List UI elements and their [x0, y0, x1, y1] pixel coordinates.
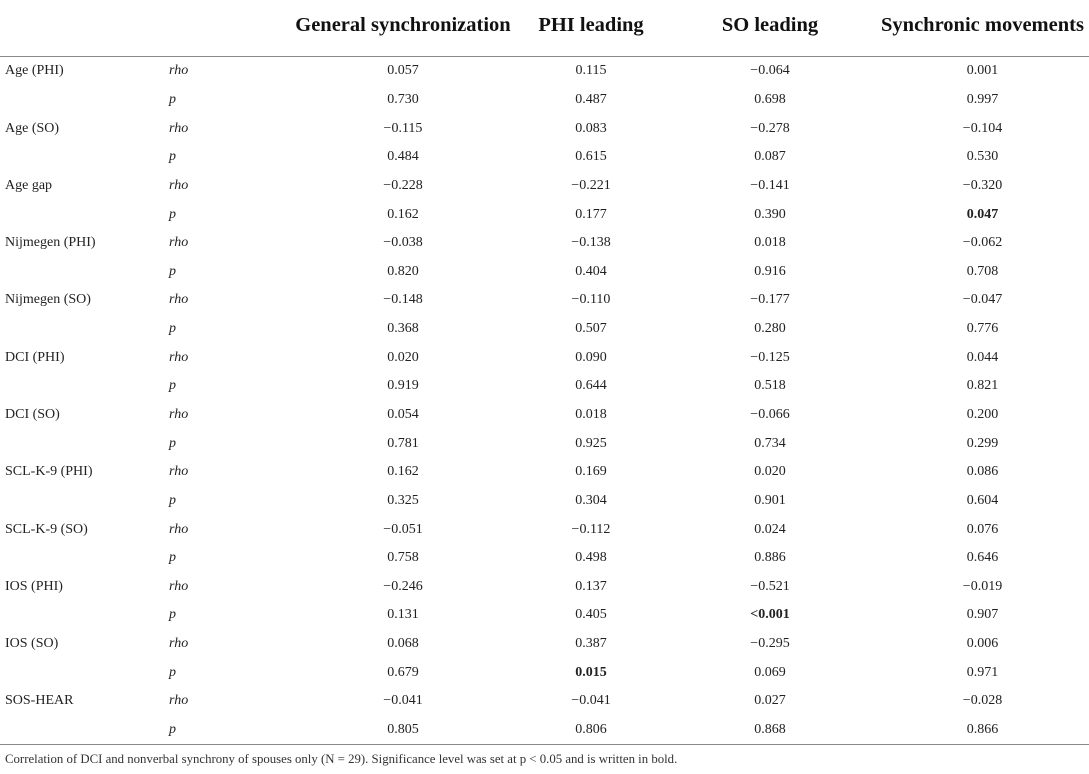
table-caption: Correlation of DCI and nonverbal synchrony of spouses only (N = 29). Significance level was set at p < 0.05 and is written in bold. — [5, 752, 678, 766]
row-statistic: p — [169, 321, 176, 337]
cell-value: 0.806 — [518, 716, 664, 745]
table-row — [0, 658, 1089, 687]
cell-value: 0.484 — [387, 149, 419, 165]
cell-value: 0.299 — [966, 435, 999, 451]
cell-value: 0.368 — [387, 321, 419, 337]
cell-value: −0.112 — [571, 521, 611, 537]
cell-value: 0.866 — [876, 716, 1089, 745]
row-variable — [0, 200, 168, 229]
cell-value: −0.521 — [750, 578, 790, 594]
table-row — [0, 573, 1089, 602]
row-statistic: rho — [169, 177, 189, 193]
cell-value: 0.821 — [966, 378, 999, 394]
table-row — [0, 114, 1089, 143]
row-statistic: p — [169, 149, 176, 165]
cell-value: 0.177 — [575, 206, 607, 222]
cell-value: 0.907 — [966, 607, 999, 623]
row-statistic: rho — [169, 578, 189, 594]
cell-value: 0.971 — [966, 664, 999, 680]
table-row — [0, 544, 1089, 573]
row-variable: Age gap — [5, 177, 53, 193]
row-statistic: rho — [169, 120, 189, 136]
table-row — [0, 172, 1089, 201]
cell-value: 0.001 — [966, 63, 999, 79]
cell-value: −0.148 — [383, 292, 423, 308]
cell-value: 0.758 — [387, 550, 419, 566]
row-variable: DCI (PHI) — [5, 349, 65, 365]
cell-value: 0.734 — [754, 435, 786, 451]
cell-value: 0.615 — [575, 149, 607, 165]
cell-value: −0.246 — [383, 578, 423, 594]
row-variable: DCI (SO) — [5, 407, 60, 422]
table-body — [0, 57, 1089, 745]
cell-value: 0.776 — [966, 321, 999, 337]
cell-value: 0.405 — [575, 607, 607, 623]
cell-value: 0.518 — [754, 378, 786, 394]
row-statistic: rho — [169, 636, 189, 652]
cell-value: 0.805 — [288, 716, 518, 745]
row-statistic: rho — [169, 464, 189, 480]
cell-value: −0.141 — [750, 177, 790, 193]
table-row — [0, 687, 1089, 716]
cell-value: −0.221 — [571, 177, 611, 193]
cell-value: −0.041 — [383, 693, 423, 709]
cell-value: 0.487 — [575, 91, 607, 107]
header-so-leading: SO leading — [664, 0, 876, 57]
table-row — [0, 630, 1089, 659]
cell-value: 0.901 — [754, 492, 786, 508]
row-statistic: rho — [169, 693, 189, 709]
cell-value: 0.090 — [575, 349, 607, 365]
row-statistic: rho — [169, 349, 189, 365]
cell-value: 0.057 — [387, 63, 419, 79]
cell-value: 0.604 — [966, 492, 999, 508]
table-row — [0, 401, 1089, 430]
cell-value: 0.530 — [966, 149, 999, 165]
cell-value: 0.069 — [754, 664, 786, 680]
cell-value: 0.047 — [966, 206, 999, 222]
row-variable: SOS-HEAR — [5, 693, 74, 709]
row-variable: SCL-K-9 (SO) — [5, 521, 88, 537]
cell-value: −0.125 — [750, 349, 790, 365]
cell-value: 0.280 — [754, 321, 786, 337]
cell-value: 0.068 — [387, 636, 419, 652]
row-statistic: rho — [169, 407, 189, 422]
row-variable — [0, 601, 168, 630]
cell-value: −0.028 — [962, 693, 1003, 709]
cell-value: −0.047 — [962, 292, 1003, 308]
row-variable: IOS (SO) — [5, 636, 59, 652]
cell-value: 0.387 — [575, 636, 607, 652]
cell-value: 0.679 — [387, 664, 419, 680]
cell-value: 0.325 — [387, 492, 419, 508]
row-statistic: p — [169, 664, 176, 680]
cell-value: 0.087 — [754, 149, 786, 165]
cell-value: −0.138 — [571, 235, 611, 251]
cell-value: 0.919 — [387, 378, 419, 394]
row-statistic: p — [169, 378, 176, 394]
cell-value: −0.295 — [750, 636, 790, 652]
cell-value: 0.086 — [966, 464, 999, 480]
cell-value: −0.110 — [571, 292, 611, 308]
cell-value: 0.304 — [575, 492, 607, 508]
table-row — [0, 257, 1089, 286]
table-row — [0, 343, 1089, 372]
header-general-synchronization: General synchronization — [288, 0, 518, 57]
cell-value: 0.018 — [575, 407, 607, 422]
cell-value: −0.320 — [962, 177, 1003, 193]
row-variable — [0, 429, 168, 458]
cell-value: −0.115 — [383, 120, 423, 136]
row-variable — [0, 544, 168, 573]
table-row — [0, 487, 1089, 516]
row-statistic: rho — [169, 235, 189, 251]
cell-value: 0.027 — [754, 693, 786, 709]
header-statistic — [168, 0, 288, 57]
row-variable — [0, 257, 168, 286]
row-variable: Nijmegen (SO) — [5, 292, 91, 308]
table-row — [0, 286, 1089, 315]
cell-value: 0.024 — [754, 521, 786, 537]
cell-value: −0.038 — [383, 235, 423, 251]
row-variable: Age (PHI) — [5, 63, 64, 79]
row-variable — [0, 86, 168, 115]
table-row — [0, 57, 1089, 86]
table-row — [0, 372, 1089, 401]
table-row — [0, 515, 1089, 544]
cell-value: −0.228 — [383, 177, 423, 193]
cell-value: −0.019 — [962, 578, 1003, 594]
row-statistic: p — [169, 206, 176, 222]
cell-value: 0.054 — [387, 407, 419, 422]
cell-value: 0.698 — [754, 91, 786, 107]
table-header-row — [0, 0, 1089, 57]
cell-value: −0.104 — [962, 120, 1003, 136]
row-variable: IOS (PHI) — [5, 578, 63, 594]
row-statistic: rho — [169, 63, 189, 79]
cell-value: −0.051 — [383, 521, 423, 537]
cell-value: 0.044 — [966, 349, 999, 365]
table-row — [0, 716, 1089, 745]
row-statistic: p — [169, 607, 176, 623]
row-statistic: p — [168, 716, 288, 745]
cell-value: −0.278 — [750, 120, 790, 136]
table-row — [0, 429, 1089, 458]
cell-value: <0.001 — [750, 607, 790, 623]
cell-value: 0.137 — [575, 578, 607, 594]
header-variable — [0, 0, 168, 57]
cell-value: 0.018 — [754, 235, 786, 251]
row-statistic: rho — [169, 521, 189, 537]
row-statistic: p — [169, 550, 176, 566]
table-row — [0, 143, 1089, 172]
cell-value: 0.083 — [575, 120, 607, 136]
table-row — [0, 315, 1089, 344]
cell-value: −0.177 — [750, 292, 790, 308]
cell-value: 0.708 — [966, 263, 999, 279]
cell-value: 0.781 — [387, 435, 419, 451]
header-phi-leading: PHI leading — [518, 0, 664, 57]
row-variable — [0, 658, 168, 687]
table-row — [0, 200, 1089, 229]
row-variable: Age (SO) — [5, 120, 60, 136]
row-statistic: p — [169, 435, 176, 451]
row-variable — [0, 143, 168, 172]
cell-value: 0.200 — [966, 407, 999, 422]
cell-value: 0.886 — [754, 550, 786, 566]
row-variable — [0, 716, 168, 745]
cell-value: 0.404 — [575, 263, 607, 279]
cell-value: −0.064 — [750, 63, 790, 79]
cell-value: −0.066 — [750, 407, 790, 422]
cell-value: 0.390 — [754, 206, 786, 222]
cell-value: 0.644 — [575, 378, 607, 394]
cell-value: 0.015 — [575, 664, 607, 680]
cell-value: 0.162 — [387, 464, 419, 480]
table-row — [0, 458, 1089, 487]
cell-value: 0.646 — [966, 550, 999, 566]
row-variable — [0, 487, 168, 516]
row-variable: SCL-K-9 (PHI) — [5, 464, 93, 480]
cell-value: 0.498 — [575, 550, 607, 566]
table-row — [0, 601, 1089, 630]
row-statistic: p — [169, 263, 176, 279]
cell-value: 0.820 — [387, 263, 419, 279]
row-statistic: p — [169, 492, 176, 508]
cell-value: 0.131 — [387, 607, 419, 623]
row-statistic: p — [169, 91, 176, 107]
table-row — [0, 229, 1089, 258]
row-variable — [0, 315, 168, 344]
cell-value: 0.925 — [575, 435, 607, 451]
row-statistic: rho — [169, 292, 189, 308]
cell-value: 0.020 — [754, 464, 786, 480]
cell-value: 0.997 — [966, 91, 999, 107]
cell-value: 0.730 — [387, 91, 419, 107]
cell-value: 0.169 — [575, 464, 607, 480]
cell-value: 0.507 — [575, 321, 607, 337]
cell-value: 0.115 — [575, 63, 607, 79]
row-variable: Nijmegen (PHI) — [5, 235, 96, 251]
cell-value: 0.916 — [754, 263, 786, 279]
cell-value: 0.868 — [664, 716, 876, 745]
cell-value: 0.006 — [966, 636, 999, 652]
cell-value: 0.020 — [387, 349, 419, 365]
cell-value: −0.062 — [962, 235, 1003, 251]
cell-value: 0.162 — [387, 206, 419, 222]
cell-value: 0.076 — [966, 521, 999, 537]
cell-value: −0.041 — [571, 693, 611, 709]
table-row — [0, 86, 1089, 115]
header-synchronic-movements: Synchronic movements — [876, 0, 1089, 57]
row-variable — [0, 372, 168, 401]
